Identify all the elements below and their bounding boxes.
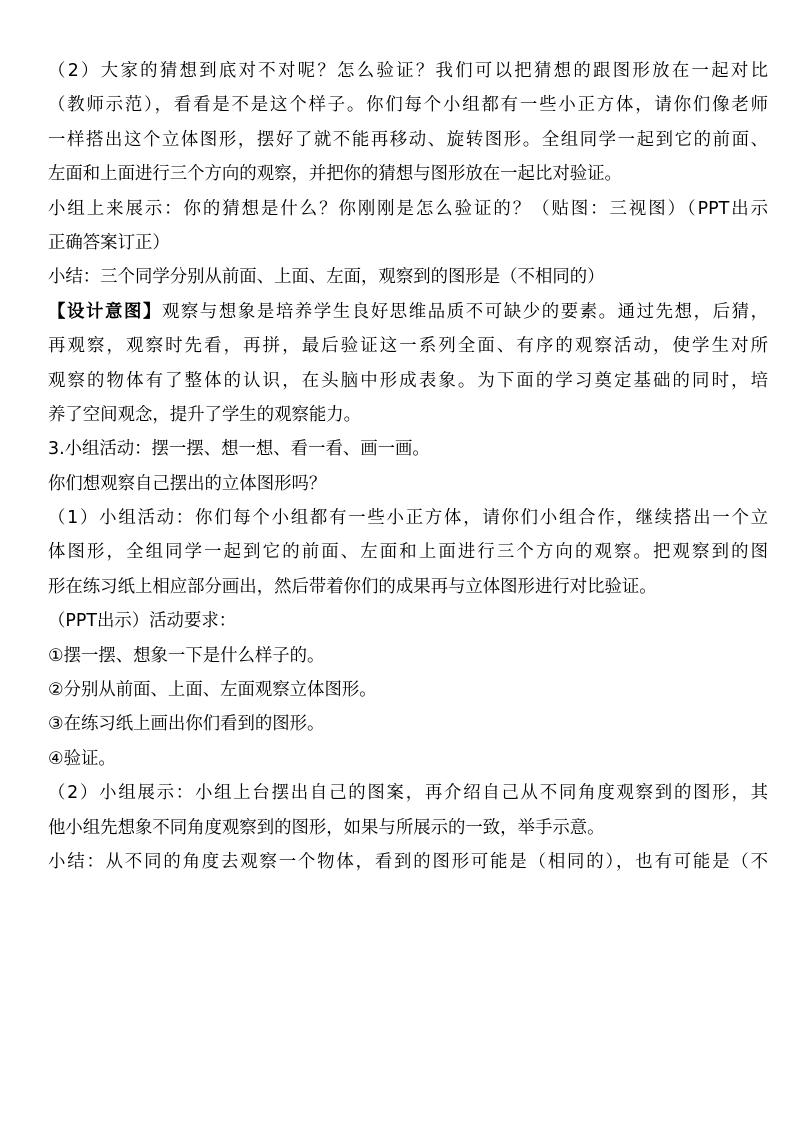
text-line-1: （2）大家的猜想到底对不对呢？怎么验证？我们可以把猜想的跟图形放在一起对比 <box>48 61 768 81</box>
text-line-16: 形在练习纸上相应部分画出，然后带着你们的成果再与立体图形进行对比验证。 <box>48 576 657 597</box>
text-line-6: 正确答案订正） <box>48 232 170 253</box>
text-line-24: 小结：从不同的角度去观察一个物体，看到的图形可能是（相同的），也有可能是（不 <box>48 851 768 872</box>
text-line-14: （1）小组活动：你们每个小组都有一些小正方体，请你们小组合作，继续搭出一个立 <box>48 508 768 529</box>
text-line-4: 左面和上面进行三个方向的观察，并把你的猜想与图形放在一起比对验证。 <box>48 164 622 185</box>
text-line-22: （2）小组展示：小组上台摆出自己的图案，再介绍自己从不同角度观察到的图形，其 <box>48 783 768 804</box>
design-intent-line <box>48 295 768 329</box>
design-intent-heading: 【设计意图】 <box>48 301 162 322</box>
text-line-9: 再观察，观察时先看，再拼，最后验证这一系列全面、有序的观察活动，使学生对所 <box>48 336 768 357</box>
text-line-23: 他小组先想象不同角度观察到的图形，如果与所展示的一致，举手示意。 <box>48 817 605 838</box>
text-line-7: 小结：三个同学分别从前面、上面、左面，观察到的图形是（不相同的） <box>48 267 605 288</box>
text-line-17: （PPT出示）活动要求： <box>48 611 237 632</box>
requirement-item-3: ③在练习纸上画出你们看到的图形。 <box>48 714 325 735</box>
text-line-2: （教师示范），看看是不是这个样子。你们每个小组都有一些小正方体，请你们像老师 <box>48 95 768 116</box>
text-line-11: 养了空间观念，提升了学生的观察能力。 <box>48 404 362 425</box>
text-line-15: 体图形，全组同学一起到它的前面、左面和上面进行三个方向的观察。把观察到的图 <box>48 542 768 563</box>
requirement-item-2: ②分别从前面、上面、左面观察立体图形。 <box>48 680 377 701</box>
text-line-3: 一样搭出这个立体图形，摆好了就不能再移动、旋转图形。全组同学一起到它的前面、 <box>48 129 768 150</box>
requirement-item-1: ①摆一摆、想象一下是什么样子的。 <box>48 645 325 666</box>
text-line-13: 你们想观察自己摆出的立体图形吗？ <box>48 473 327 494</box>
text-line-12: 3.小组活动：摆一摆、想一想、看一看、画一画。 <box>48 439 430 460</box>
document-body <box>48 54 768 879</box>
design-intent-text: 观察与想象是培养学生良好思维品质不可缺少的要素。通过先想，后猜， <box>161 301 768 322</box>
requirement-item-4: ④验证。 <box>48 748 116 769</box>
text-line-5: 小组上来展示：你的猜想是什么？你刚刚是怎么验证的？（贴图：三视图）（PPT出示 <box>48 198 768 219</box>
text-line-10: 观察的物体有了整体的认识，在头脑中形成表象。为下面的学习奠定基础的同时，培 <box>48 370 768 391</box>
